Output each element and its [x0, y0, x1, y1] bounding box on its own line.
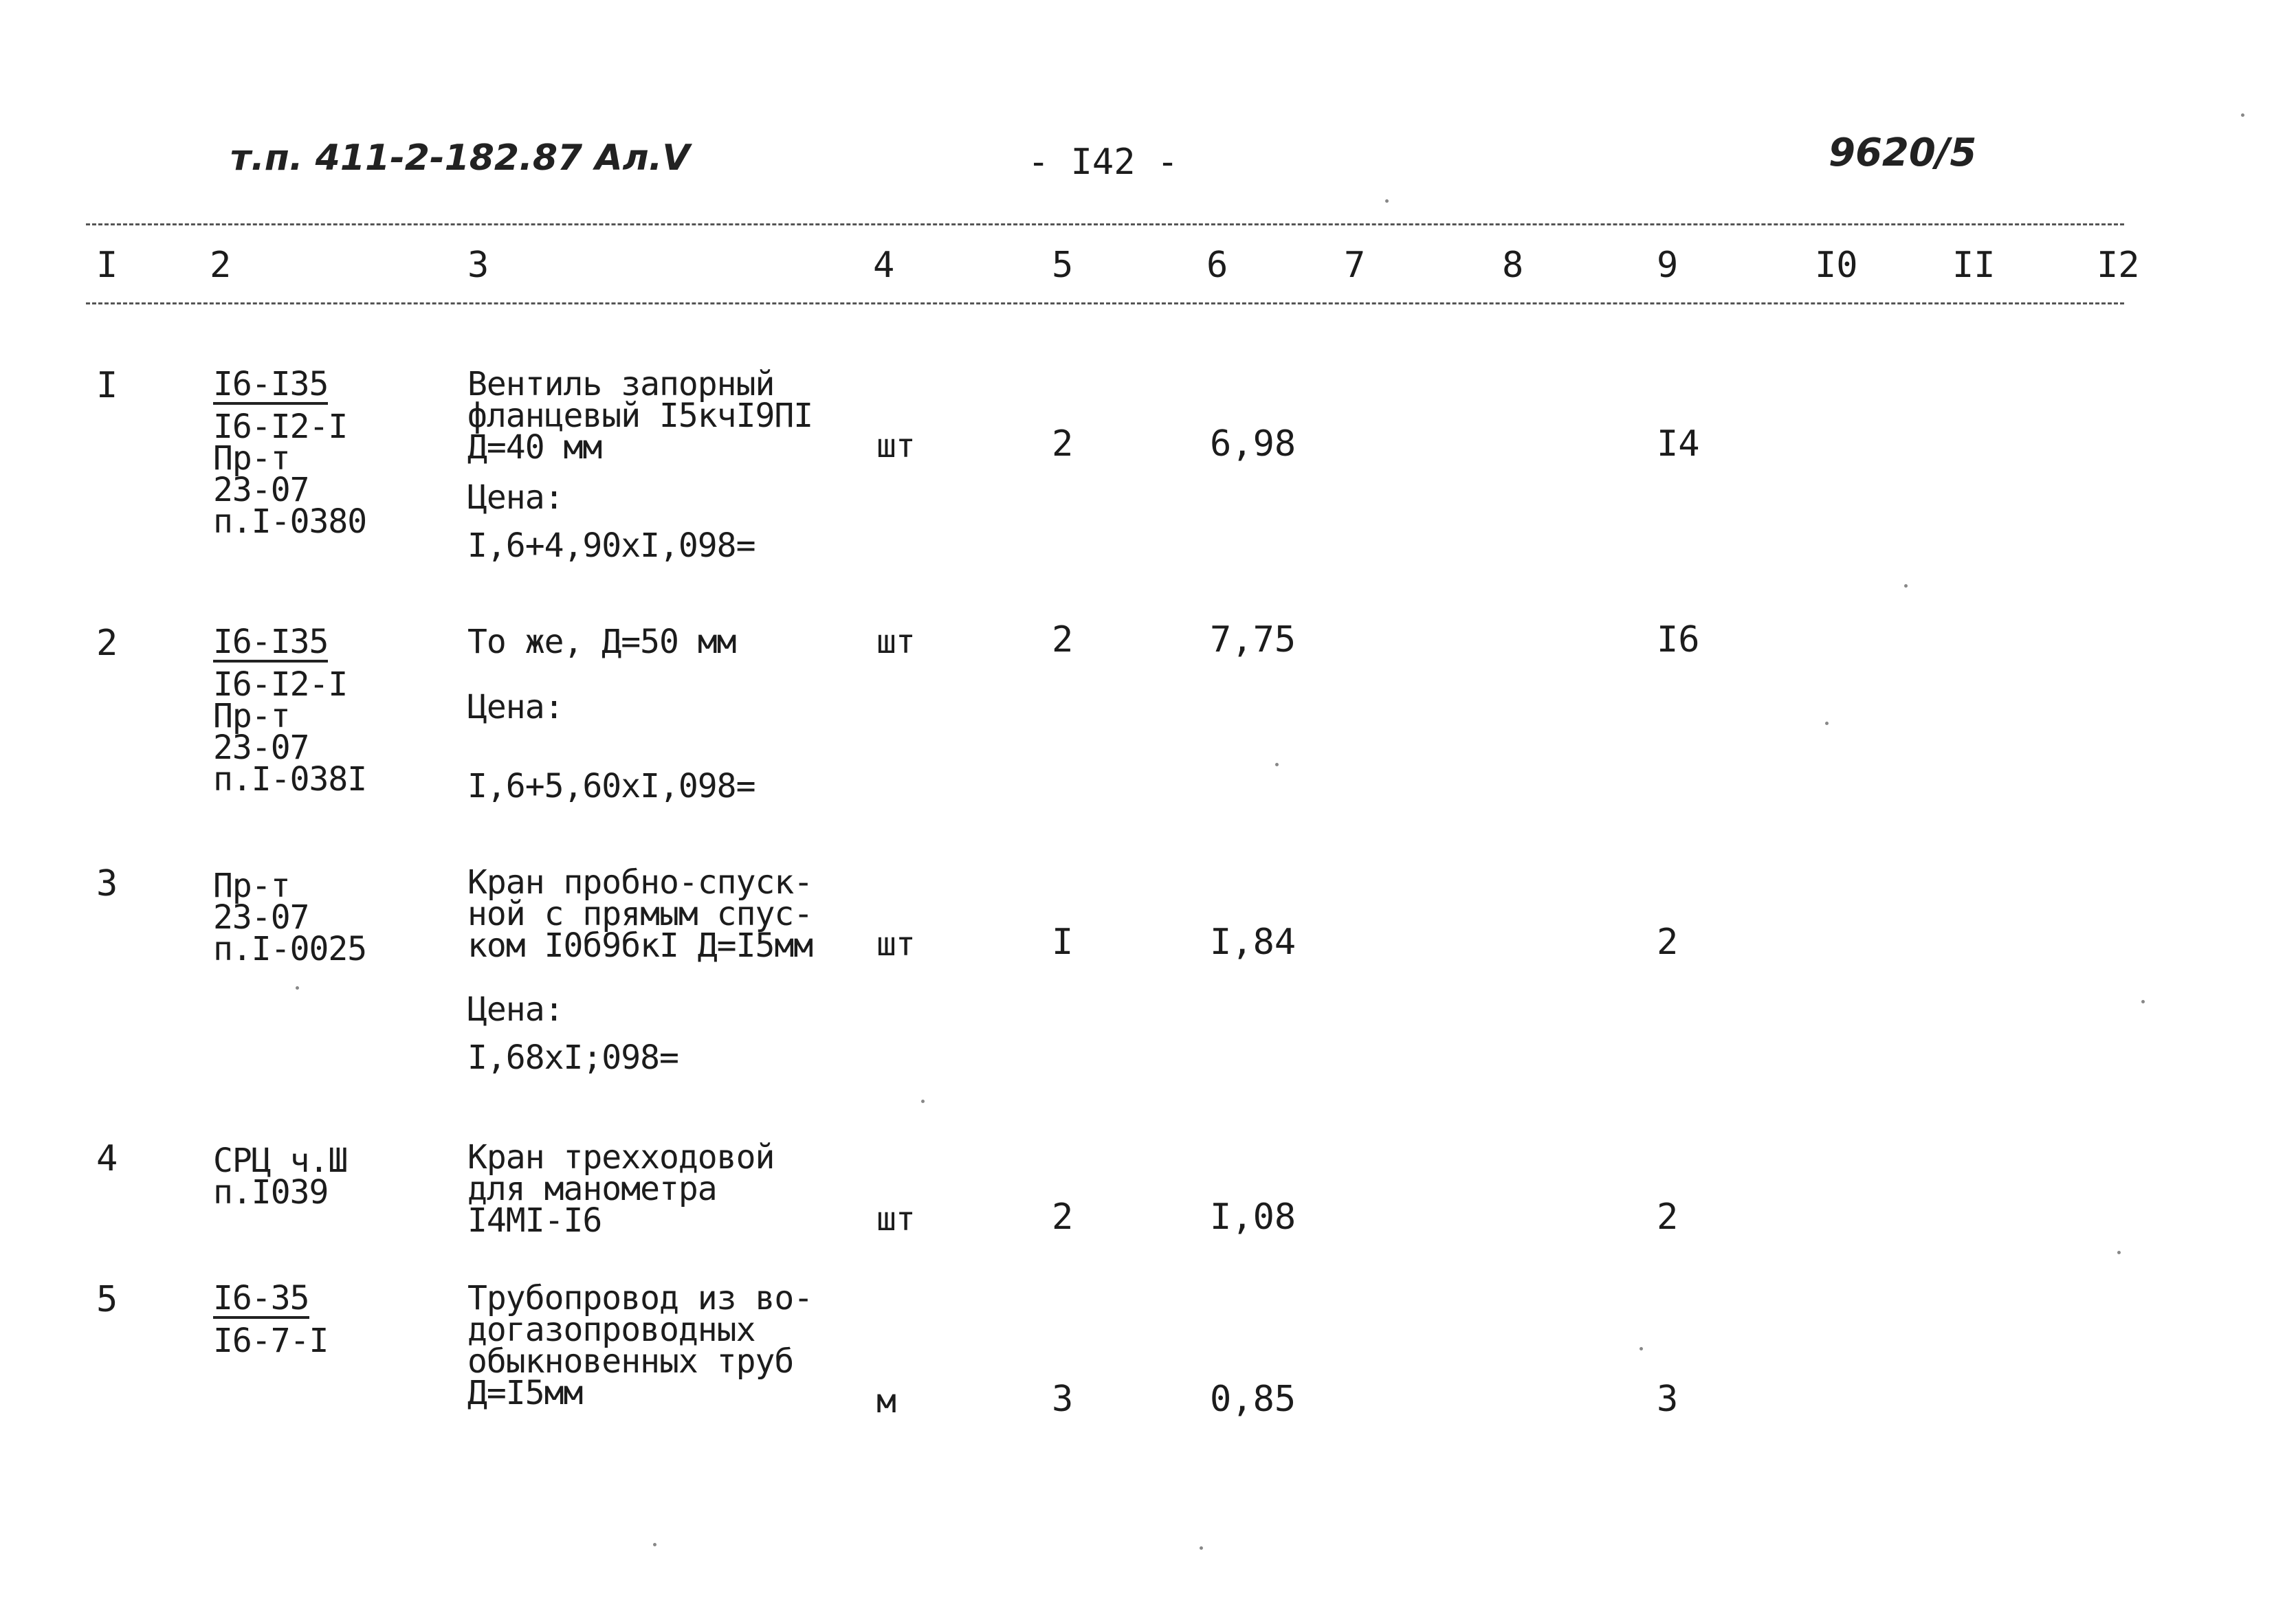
reference-line: п.I-0380	[213, 502, 367, 541]
reference-line: 23-07	[213, 728, 309, 767]
reference-line: Пр-т	[213, 439, 290, 478]
column-header: 9	[1657, 245, 1679, 286]
unit-price-cell: 0,85	[1210, 1379, 1296, 1420]
description-line: Кран пробно-спуск-	[467, 863, 813, 902]
unit-price-cell: 7,75	[1210, 619, 1296, 660]
column-header: I	[96, 245, 118, 286]
unit-cell: шт	[876, 1200, 915, 1238]
quantity-cell: 2	[1052, 619, 1074, 660]
description-line: Д=I5мм	[467, 1374, 583, 1412]
column-header: II	[1952, 245, 1996, 286]
description-line: ной с прямым спус-	[467, 895, 813, 933]
price-label: Цена:	[467, 688, 564, 726]
scan-speck	[2141, 1000, 2145, 1003]
description-line: обыкновенных труб	[467, 1342, 794, 1381]
row-number: 2	[96, 623, 118, 664]
price-label: Цена:	[467, 478, 564, 517]
total-cell: 3	[1657, 1379, 1679, 1420]
total-cell: 2	[1657, 922, 1679, 963]
row-number: 4	[96, 1138, 118, 1179]
column-header: 8	[1502, 245, 1524, 286]
price-formula: I,6+4,90хI,098=	[467, 526, 755, 565]
description-line: То же, Д=50 мм	[467, 623, 736, 661]
reference-main: I6-35	[213, 1279, 309, 1317]
reference-line: I6-I2-I	[213, 408, 348, 446]
reference-main: I6-I35	[213, 623, 329, 661]
reference-line: Пр-т	[213, 697, 290, 735]
page-number: - I42 -	[1028, 142, 1179, 183]
column-header: 5	[1052, 245, 1074, 286]
total-cell: 2	[1657, 1197, 1679, 1238]
row-number: 5	[96, 1279, 118, 1320]
total-cell: I6	[1657, 619, 1700, 660]
total-cell: I4	[1657, 423, 1700, 465]
description-line: I4МI-I6	[467, 1201, 602, 1240]
unit-price-cell: I,08	[1210, 1197, 1296, 1238]
column-header: 3	[467, 245, 489, 286]
column-header: I2	[2097, 245, 2140, 286]
description-line: для манометра	[467, 1170, 717, 1208]
scan-speck	[1200, 1546, 1203, 1550]
column-header: 4	[873, 245, 895, 286]
unit-cell: шт	[876, 925, 915, 964]
description-line: Д=40 мм	[467, 428, 602, 467]
table-top-rule	[86, 223, 2124, 225]
scan-speck	[1640, 1347, 1643, 1350]
scan-speck	[1904, 584, 1908, 588]
price-formula: I,68хI;098=	[467, 1038, 678, 1077]
sheet-code: 9620/5	[1829, 131, 1977, 175]
reference-line: 23-07	[213, 898, 309, 937]
quantity-cell: I	[1052, 922, 1074, 963]
unit-cell: шт	[876, 427, 915, 465]
quantity-cell: 3	[1052, 1379, 1074, 1420]
reference-main: I6-I35	[213, 365, 329, 403]
scan-speck	[2241, 113, 2244, 117]
scan-speck	[1385, 199, 1389, 203]
reference-line: Пр-т	[213, 867, 290, 905]
unit-price-cell: 6,98	[1210, 423, 1296, 465]
row-number: 3	[96, 863, 118, 904]
scan-speck	[1825, 722, 1829, 725]
unit-price-cell: I,84	[1210, 922, 1296, 963]
description-line: догазопроводных	[467, 1311, 755, 1349]
column-header: 2	[210, 245, 232, 286]
unit-cell: шт	[876, 623, 915, 661]
description-line: Трубопровод из во-	[467, 1279, 813, 1317]
scan-speck	[921, 1100, 925, 1103]
reference-line: СРЦ ч.Ш	[213, 1142, 348, 1180]
unit-cell: м	[876, 1382, 896, 1421]
price-formula: I,6+5,60хI,098=	[467, 767, 755, 805]
column-header: 7	[1344, 245, 1366, 286]
reference-line: I6-7-I	[213, 1322, 329, 1360]
document-reference: т.п. 411-2-182.87 Ал.V	[230, 137, 690, 179]
reference-line: I6-I2-I	[213, 665, 348, 704]
description-line: фланцевый I5кчI9ПI	[467, 397, 813, 435]
scan-speck	[296, 986, 299, 990]
description-line: Вентиль запорный	[467, 365, 775, 403]
price-label: Цена:	[467, 990, 564, 1029]
scan-speck	[2117, 1251, 2121, 1254]
reference-line: п.I039	[213, 1173, 329, 1212]
table-header-rule	[86, 302, 2124, 304]
quantity-cell: 2	[1052, 423, 1074, 465]
row-number: I	[96, 365, 118, 406]
scan-speck	[1275, 763, 1279, 766]
description-line: ком I0б9бкI Д=I5мм	[467, 926, 813, 965]
scan-speck	[653, 1543, 656, 1546]
description-line: Кран трехходовой	[467, 1138, 775, 1177]
reference-line: 23-07	[213, 471, 309, 509]
reference-line: п.I-0025	[213, 930, 367, 968]
column-header: 6	[1206, 245, 1228, 286]
quantity-cell: 2	[1052, 1197, 1074, 1238]
column-header: I0	[1815, 245, 1858, 286]
reference-line: п.I-038I	[213, 760, 367, 799]
